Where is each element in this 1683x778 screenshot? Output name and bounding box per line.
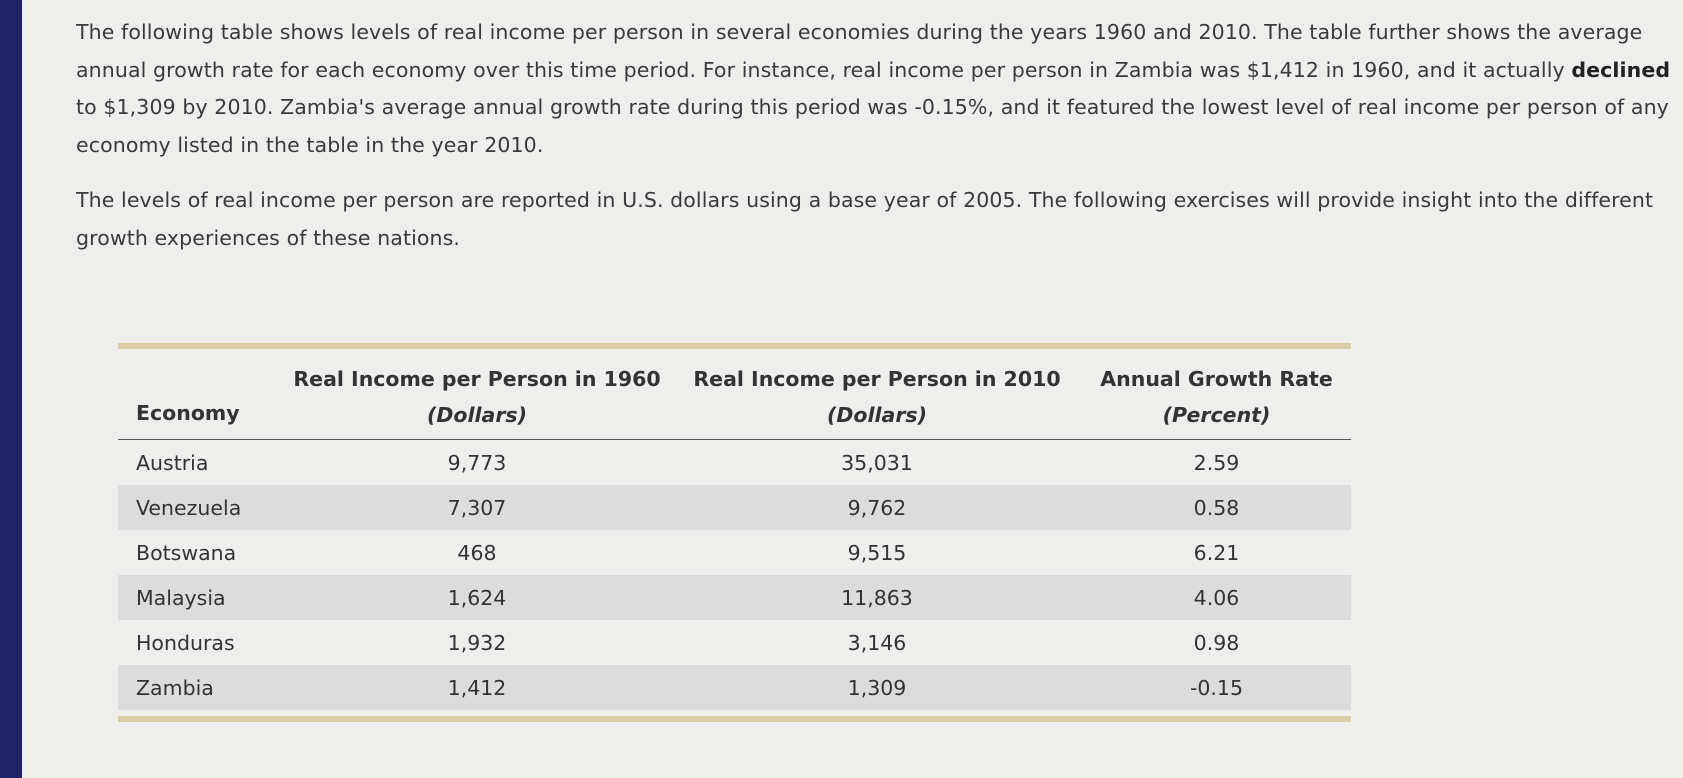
cell-growth-rate: 2.59 — [1193, 450, 1240, 475]
data-table — [118, 349, 1351, 710]
cell-growth-rate: 0.98 — [1193, 630, 1240, 655]
header-income-1960: Real Income per Person in 1960 (Dollars) — [282, 349, 672, 440]
intro-bold-word: declined — [1571, 57, 1671, 82]
table-row — [118, 530, 1351, 575]
window-left-edge — [0, 0, 22, 778]
cell-economy: Austria — [136, 450, 209, 475]
intro-paragraph-2: The levels of real income per person are reported in U.S. dollars using a base year of 2005. The following exercises will provide insight into the different growth experiences of these nations. — [76, 188, 1654, 250]
cell-income-1960: 468 — [457, 540, 497, 565]
cell-growth-rate: -0.15 — [1082, 665, 1351, 710]
cell-income-2010: 3,146 — [847, 630, 907, 655]
table-row — [118, 485, 1351, 530]
cell-economy: Botswana — [136, 540, 237, 565]
cell-income-2010: 11,863 — [672, 575, 1082, 620]
cell-growth-rate: 4.06 — [1082, 575, 1351, 620]
cell-growth-rate: 0.58 — [1082, 485, 1351, 530]
cell-economy: Malaysia — [118, 575, 282, 620]
table-bottom-rule — [118, 716, 1351, 722]
header-growth-rate: Annual Growth Rate (Percent) — [1082, 349, 1351, 440]
cell-income-2010: 9,762 — [672, 485, 1082, 530]
table-row — [118, 440, 1351, 486]
header-economy: Economy — [118, 349, 282, 440]
cell-income-1960: 9,773 — [447, 450, 507, 475]
cell-income-2010: 9,515 — [847, 540, 907, 565]
intro-text-b: to $1,309 by 2010. Zambia's average annual growth rate during this period was -0.15%, and it featured the lowest level of real income per person of any economy listed in the table in the year 2010. — [76, 95, 1669, 157]
cell-income-2010: 1,309 — [672, 665, 1082, 710]
cell-income-1960: 1,932 — [447, 630, 507, 655]
cell-economy: Zambia — [118, 665, 282, 710]
cell-economy: Honduras — [136, 630, 235, 655]
cell-income-2010: 35,031 — [841, 450, 913, 475]
income-table — [118, 343, 1351, 722]
cell-growth-rate: 6.21 — [1193, 540, 1240, 565]
cell-income-1960: 7,307 — [282, 485, 672, 530]
cell-income-1960: 1,412 — [282, 665, 672, 710]
intro-text-a: The following table shows levels of real income per person in several economies during the years 1960 and 2010. The table further shows the average annual growth rate for each economy over this time period. For instance, real income per person in Zambia was $1,412 in 1960, and it actually — [76, 20, 1643, 82]
table-header-row — [118, 349, 1351, 440]
table-row — [118, 665, 1351, 710]
cell-income-1960: 1,624 — [282, 575, 672, 620]
question-text — [76, 14, 1676, 257]
cell-economy: Venezuela — [118, 485, 282, 530]
table-row — [118, 575, 1351, 620]
header-income-2010: Real Income per Person in 2010 (Dollars) — [672, 349, 1082, 440]
intro-paragraph-1 — [76, 14, 1676, 164]
table-row — [118, 620, 1351, 665]
